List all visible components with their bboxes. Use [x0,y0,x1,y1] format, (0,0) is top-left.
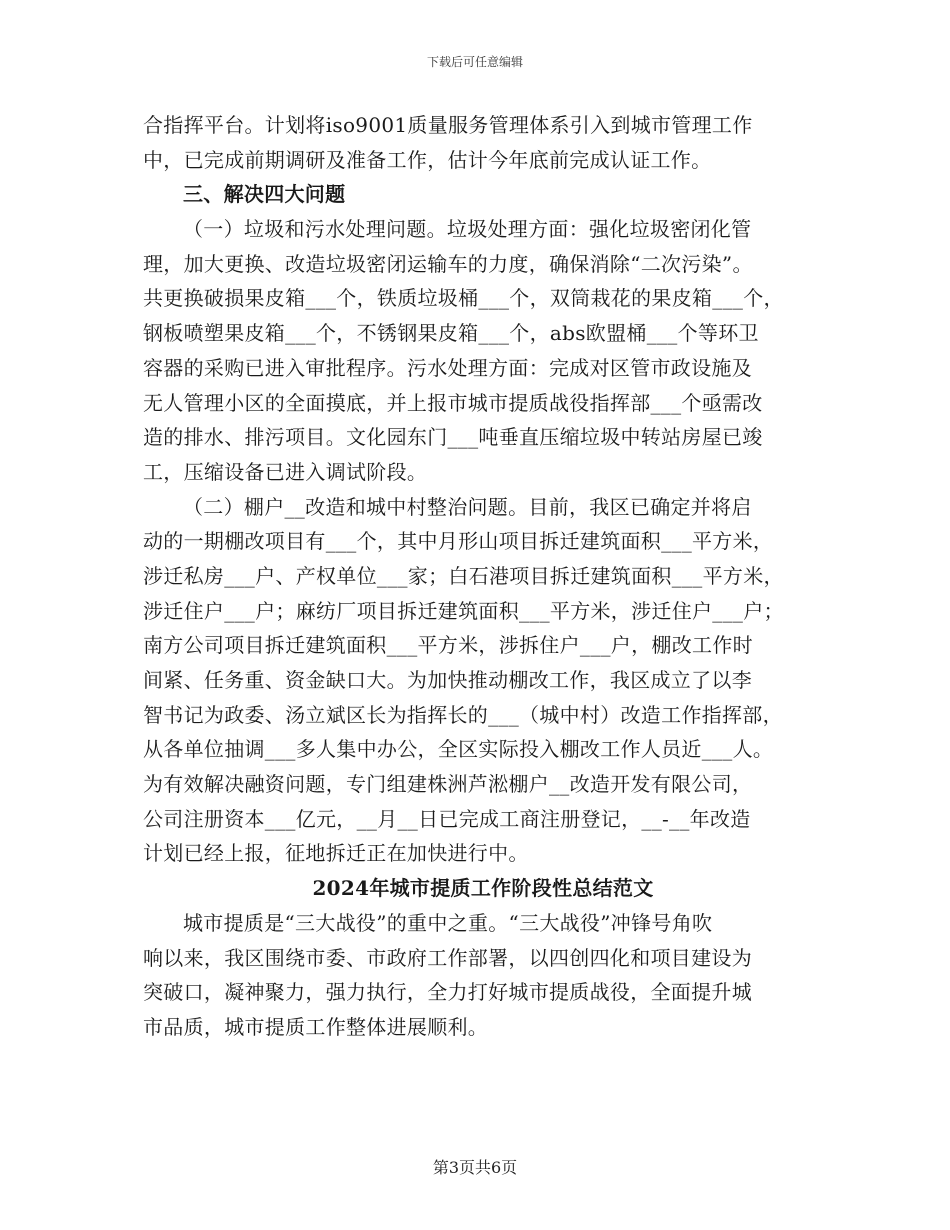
article-title: 2024年城市提质工作阶段性总结范文 [312,876,654,901]
text-line: 动的一期棚改项目有___个，其中月形山项目拆迁建筑面积___平方米， [143,529,774,554]
paragraph-start: 城市提质是“三大战役”的重中之重。“三大战役”冲锋号角吹 [183,910,713,935]
text-line: 为有效解决融资问题，专门组建株洲芦淞棚户__改造开发有限公司， [143,772,753,797]
text-line: 涉迁私房___户、产权单位___家；白石港项目拆迁建筑面积___平方米， [143,563,784,588]
text-line: 涉迁住户___户；麻纺厂项目拆迁建筑面积___平方米，涉迁住户___户； [143,598,784,623]
text-line: 公司注册资本___亿元，__月__日已完成工商注册登记，__-__年改造 [143,806,751,831]
text-line: 市品质，城市提质工作整体进展顺利。 [143,1014,489,1039]
text-line: 无人管理小区的全面摸底，并上报市城市提质战役指挥部___个亟需改 [143,390,763,415]
section-heading: 三、解决四大问题 [183,182,346,207]
header-note: 下载后可任意编辑 [426,55,523,69]
text-line: 响以来，我区围绕市委、市政府工作部署，以四创四化和项目建设为 [143,945,752,970]
text-line: 中，已完成前期调研及准备工作，估计今年底前完成认证工作。 [143,147,712,172]
text-line: 理，加大更换、改造垃圾密闭运输车的力度，确保消除“二次污染”。 [143,251,753,276]
text-line: 容器的采购已进入审批程序。污水处理方面：完成对区管市政设施及 [143,355,752,380]
text-line: 突破口，凝神聚力，强力执行，全力打好城市提质战役，全面提升城 [143,980,752,1005]
text-line: 合指挥平台。计划将iso9001质量服务管理体系引入到城市管理工作 [143,113,753,137]
paragraph-start: （一）垃圾和污水处理问题。垃圾处理方面：强化垃圾密闭化管 [183,217,752,242]
document-body [143,108,823,1045]
text-line: 共更换破损果皮箱___个，铁质垃圾桶___个，双筒栽花的果皮箱___个， [143,286,784,311]
text-line: 计划已经上报，征地拆迁正在加快进行中。 [143,841,529,866]
page-number: 第3页共6页 [432,1158,518,1177]
text-line: 间紧、任务重、资金缺口大。为加快推动棚改工作，我区成立了以李 [143,668,752,692]
text-line: 智书记为政委、汤立斌区长为指挥长的___（城中村）改造工作指挥部， [143,702,783,727]
paragraph-start: （二）棚户__改造和城中村整治问题。目前，我区已确定并将启 [183,494,752,519]
text-line: 钢板喷塑果皮箱___个，不锈钢果皮箱___个，abs欧盟桶___个等环卫 [143,321,759,346]
text-line: 工，压缩设备已进入调试阶段。 [143,459,428,484]
text-line: 造的排水、排污项目。文化园东门___吨垂直压缩垃圾中转站房屋已竣 [143,425,763,450]
text-line: 从各单位抽调___多人集中办公，全区实际投入棚改工作人员近___人。 [143,737,774,762]
text-line: 南方公司项目拆迁建筑面积___平方米，涉拆住户___户，棚改工作时 [143,633,753,658]
